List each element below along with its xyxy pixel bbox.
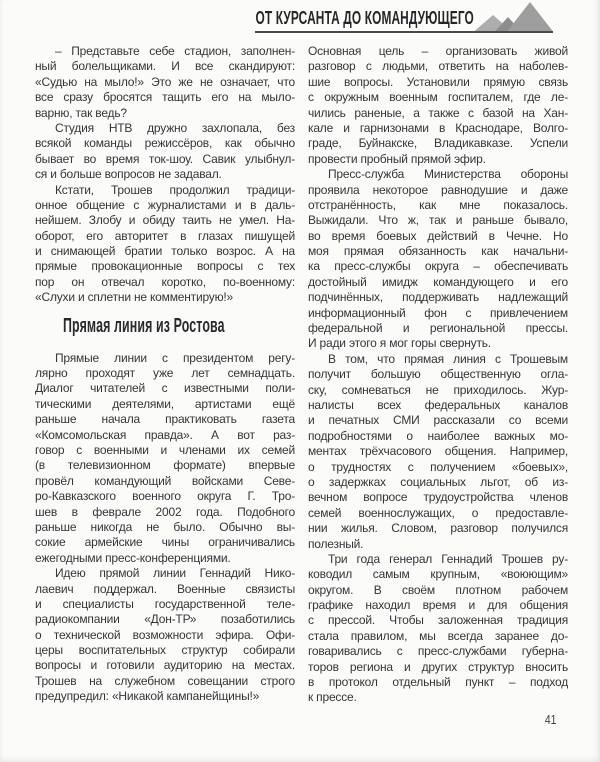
- text-line: все сразу бросятся тащить его на мыло-: [35, 90, 295, 105]
- text-line: прямые провокационные вопросы с тех: [35, 259, 295, 274]
- text-line: стала правилом, мы всегда заранее до-: [308, 628, 568, 643]
- text-line: в протокол отдельный пункт – подход: [308, 675, 568, 690]
- text-line: ментах трёхчасового общения. Например,: [308, 444, 568, 459]
- chapter-title: ОТ КУРСАНТА ДО КОМАНДУЮЩЕГО: [255, 8, 474, 28]
- text-line: «Слухи и сплетни не комментирую!»: [35, 290, 233, 305]
- text-line: радиокомпании «Дон-ТР» позаботились: [35, 612, 295, 627]
- text-line: шие вопросы. Установили прямую связь: [308, 74, 568, 89]
- text-line: церы воспитательных структур собирали: [35, 643, 295, 658]
- section-heading: [63, 315, 295, 337]
- text-line: шев в феврале 2002 года. Подобного: [35, 504, 295, 519]
- text-line: к прессе.: [308, 690, 357, 705]
- text-line: ка пресс-службы округа – обеспечивать: [308, 259, 568, 274]
- text-line: семей военнослужащих, о предоставле-: [308, 505, 568, 520]
- text-line: ро-Кавказского военного округа Г. Тро-: [35, 489, 295, 504]
- text-line: варню, так ведь?: [35, 105, 127, 120]
- text-line: Пресс-служба Министерства обороны: [328, 167, 568, 182]
- header-rule: [255, 31, 553, 33]
- text-line: вечном вопросе трудоустройства членов: [308, 490, 568, 505]
- text-line: проявила некоторое равнодушие и даже: [308, 182, 568, 197]
- right-column: [308, 44, 568, 706]
- text-line: графике находил время и для общения: [308, 598, 568, 613]
- text-line: Трошев на служебном совещании строго: [35, 673, 295, 688]
- text-line: ежегодными пресс-конференциями.: [35, 550, 231, 565]
- text-line: тическими деятелями, артистами ещё: [35, 396, 295, 411]
- text-line: Выжидали. Что ж, так и раньше бывало,: [308, 213, 568, 228]
- left-column: [35, 44, 295, 706]
- text-line: во время боевых действий в Чечне. Но: [308, 228, 568, 243]
- text-line: ся и больше вопросов не задавал.: [35, 167, 222, 182]
- text-line: о технической возможности эфира. Офи-: [35, 627, 295, 642]
- text-line: полезный.: [308, 536, 364, 551]
- page-number: 41: [544, 712, 556, 727]
- text-line: провести пробный прямой эфир.: [308, 151, 486, 166]
- text-line: (в телевизионном формате) впервые: [35, 458, 295, 473]
- text-line: сокие армейские чины ограничивались: [35, 535, 295, 550]
- text-line: бывает во время ток-шоу. Савик улыбнул-: [35, 151, 295, 166]
- text-line: с прессой. Чтобы заложенная традиция: [308, 613, 568, 628]
- text-line: подчинённых, поддерживать надлежащий: [308, 290, 568, 305]
- text-line: граде, Буйнакске, Владикавказе. Успели: [308, 136, 568, 151]
- text-line: и снимающей братии только возрос. А на: [35, 244, 295, 259]
- text-line: федеральной и региональной прессы.: [308, 321, 568, 336]
- text-line: онное общение с журналистами и в даль-: [35, 197, 295, 212]
- mountains-icon: [466, 1, 556, 32]
- text-line: ный болельщиками. И все скандируют:: [35, 59, 295, 74]
- text-line: всякой команды режиссёров, как обычно: [35, 136, 295, 151]
- text-line: разговор с людьми, ответить на наболев-: [308, 59, 568, 74]
- text-line: пор он отвечал коротко, по-военному:: [35, 274, 295, 289]
- text-line: – Представьте себе стадион, заполнен-: [55, 44, 295, 58]
- text-line: кале и гарнизонами в Краснодаре, Волго-: [308, 120, 568, 135]
- text-line: округом. В своём плотном рабочем: [308, 582, 568, 597]
- text-line: Диалог читателей с известными поли-: [35, 381, 295, 396]
- text-line: говор с военными и членами их семей: [35, 442, 295, 457]
- text-line: налисты всех федеральных каналов: [308, 397, 568, 412]
- text-line: лаевич поддержал. Военные связисты: [35, 581, 295, 596]
- text-line: оборот, его авторитет в глазах пишущей: [35, 228, 295, 243]
- text-line: провёл командующий войсками Севе-: [35, 473, 295, 488]
- text-line: о трудностях с получением «боевых»,: [308, 459, 568, 474]
- text-line: Три года генерал Геннадий Трошев ру-: [328, 551, 568, 566]
- text-line: подробностями о наиболее важных мо-: [308, 428, 568, 443]
- text-line: отстранённость, как мне показалось.: [308, 197, 568, 212]
- text-line: Прямые линии с президентом регу-: [55, 350, 295, 365]
- text-line: Идею прямой линии Геннадий Нико-: [55, 566, 295, 581]
- text-line: Основная цель – организовать живой: [308, 44, 568, 58]
- text-line: нии жилья. Словом, разговор получился: [308, 521, 568, 536]
- text-line: раньше начала практиковать газета: [35, 412, 295, 427]
- text-line: ководил самым крупным, «воюющим»: [308, 567, 568, 582]
- text-line: и печатных СМИ рассказали со всеми: [308, 413, 568, 428]
- text-line: говаривались с пресс-службами губерна-: [308, 644, 568, 659]
- text-line: ску, сомневаться не приходилось. Жур-: [308, 382, 568, 397]
- text-line: раньше никогда не было. Обычно вы-: [35, 519, 295, 534]
- text-line: нейшем. Злобу и обиду таить не умел. На-: [35, 213, 295, 228]
- text-line: с окружным военным госпиталем, где ле-: [308, 90, 568, 105]
- text-line: предупредил: «Никакой кампанейщины!»: [35, 689, 260, 704]
- text-line: Кстати, Трошев продолжил традици-: [55, 182, 295, 197]
- text-line: торов региона и других структур вносить: [308, 659, 568, 674]
- text-line: И ради этого я мог горы свернуть.: [308, 336, 491, 351]
- text-line: «Судью на мыло!» Это же не означает, что: [35, 74, 295, 89]
- text-line: информационный фон с привлечением: [308, 305, 568, 320]
- text-line: В том, что прямая линия с Трошевым: [328, 351, 568, 366]
- text-line: моя прямая обязанность как начальни-: [308, 244, 568, 259]
- text-line: получит большую общественную огла-: [308, 367, 568, 382]
- text-line: и специалисты государственной теле-: [35, 596, 295, 611]
- text-line: Студия НТВ дружно захлопала, без: [55, 120, 295, 135]
- text-line: лярно проходят уже лет семнадцать.: [35, 366, 295, 381]
- text-columns: [35, 44, 568, 706]
- text-line: «Комсомольская правда». А вот раз-: [35, 427, 295, 442]
- text-line: вопросы и готовили аудиторию на местах.: [35, 658, 295, 673]
- section-heading-label: Прямая линия из Ростова: [63, 314, 225, 337]
- text-line: достойный имидж командующего и его: [308, 274, 568, 289]
- text-line: о задержках социальных льгот, об из-: [308, 474, 568, 489]
- text-line: чились раненые, а также с базой на Хан-: [308, 105, 568, 120]
